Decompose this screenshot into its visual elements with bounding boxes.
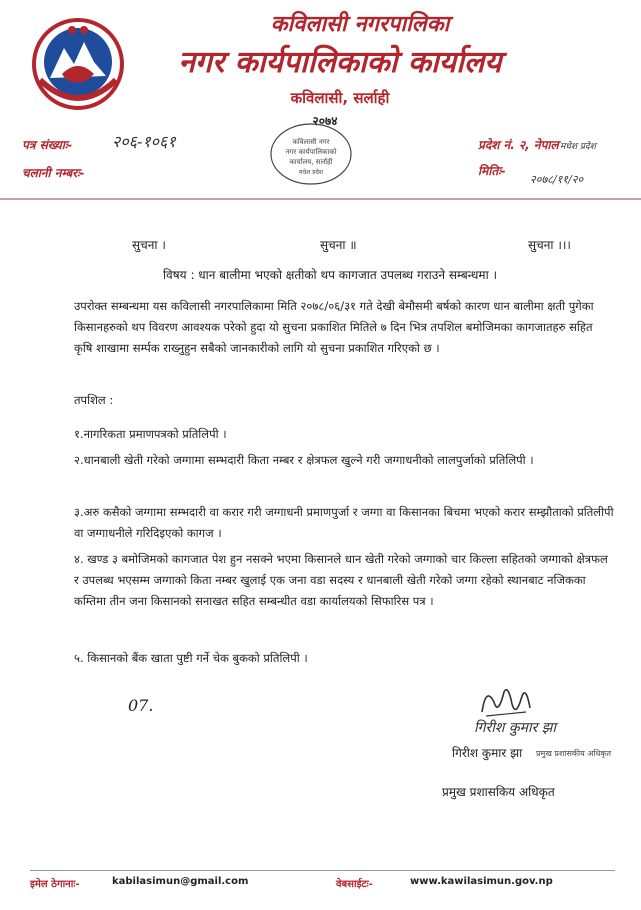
notice-heading-1: सुचना । [132,238,166,252]
reference-label: पत्र संख्याः- [22,138,73,152]
date-label: मितिः- [478,164,506,178]
signer-handwritten-name: गिरीश कुमार झा [474,720,556,736]
province-label: प्रदेश नं. २, नेपाल [478,138,559,152]
list-item-1: १.नागरिकता प्रमाणपत्रको प्रतिलिपी । [74,427,227,441]
email-address[interactable]: kabilasimun@gmail.com [112,876,249,887]
subject-line: विषय : धान बालीमा भएको क्षतीको थप कागजात उपलब्ध गराउने सम्बन्धमा । [162,268,498,282]
date-value: २०७८/११/२० [530,173,584,186]
list-item-2: २.धानबाली खेती गरेको जग्गामा सम्भदारी किता नम्बर र क्षेत्रफल खुल्ने गरी जग्गाधनीको लालपुर्जाको प्रतिलिपी । [74,453,534,467]
office-name: कविलासी नगरपालिका [270,12,450,37]
stamp-line-4: मधेश प्रदेश [299,169,323,176]
list-item-5: ५. किसानको बैंक खाता पुष्टी गर्ने चेक बुकको प्रतिलिपी । [74,651,308,665]
stamp-line-3: कार्यालय, सर्लाही [289,158,333,166]
stamp-line-2: नगर कार्यपालिकाको [285,148,337,156]
established-year: २०७४ [312,114,338,128]
dispatch-number-label: चलानी नम्बरः- [22,166,85,180]
office-stamp [266,116,356,186]
website-url[interactable]: www.kawilasimun.gov.np [410,876,553,887]
office-title: नगर कार्यपालिकाको कार्यालय [178,45,502,80]
notice-heading-2: सुचना ॥ [320,238,357,252]
reference-number: २०६-१०६१ [112,132,176,151]
list-item-4: ४. खण्ड ३ बमोजिमको कागजात पेश हुन नसक्ने भएमा किसानले धान खेती गरेको जग्गाको चार किल्ला सहितको जग्गाको क्षेत्रफल र उपलब्ध भएसम्म जग्गाको किता नम्बर खुलाई एक जना वडा सदस्य र धानबाली खेती गरेको जग्गा रहेको स्थानबाट नजिकका कम्तिमा तीन जना किसानको सनाखत सहित सम्बन्धीत वडा कार्यालयको सिफारिस पत्र । [74,552,608,608]
header-separator [0,198,641,200]
website-label: वेबसाईटः- [336,879,373,890]
province-overwrite: मधेश प्रदेश [560,142,596,152]
signer-typed-name: गिरीश कुमार झा [452,746,523,760]
office-address: कविलासी, सर्लाही [290,89,390,107]
stamp-line-1: कविलासी नगर [292,138,330,146]
footer-separator [30,870,615,871]
initial-mark: 07. [128,696,154,715]
handwritten-signature [476,682,536,722]
government-emblem-logo [32,18,124,110]
notice-heading-3: सुचना ।।। [528,238,571,252]
signer-title: प्रमुख प्रशासकिय अधिकृत [442,785,555,799]
list-item-3: ३.अरु कसैको जग्गामा सम्भदारी वा करार गरी जग्गाधनी प्रमाणपुर्जा र जग्गा वा किसानका बिचमा भएको करार सम्झौताको प्रतिलीपी वा जग्गाधनीले गरिदिइएको कागज । [74,505,614,540]
email-label: इमेल ठेगानाः- [30,879,80,890]
list-heading: तपशिल : [74,393,114,407]
intro-paragraph: उपरोक्त सम्बन्धमा यस कविलासी नगरपालिकामा मिति २०७८/०६/३१ गते देखी बेमौसमी बर्षको कारण धान बालीमा क्षती पुगेका किसानहरुको थप विवरण आवश्यक परेको हुदा यो सुचना प्रकाशित मितिले ७ दिन भित्र तपशिल बमोजिमका कागजातहरु सहित कृषि शाखामा सर्म्पक राख्नुहुन सबैको जानकारीको लागि यो सुचना प्रकाशित गरिएको छ । [74,299,594,355]
signer-role-stamp: प्रमुख प्रशासकीय अधिकृत [536,749,612,758]
